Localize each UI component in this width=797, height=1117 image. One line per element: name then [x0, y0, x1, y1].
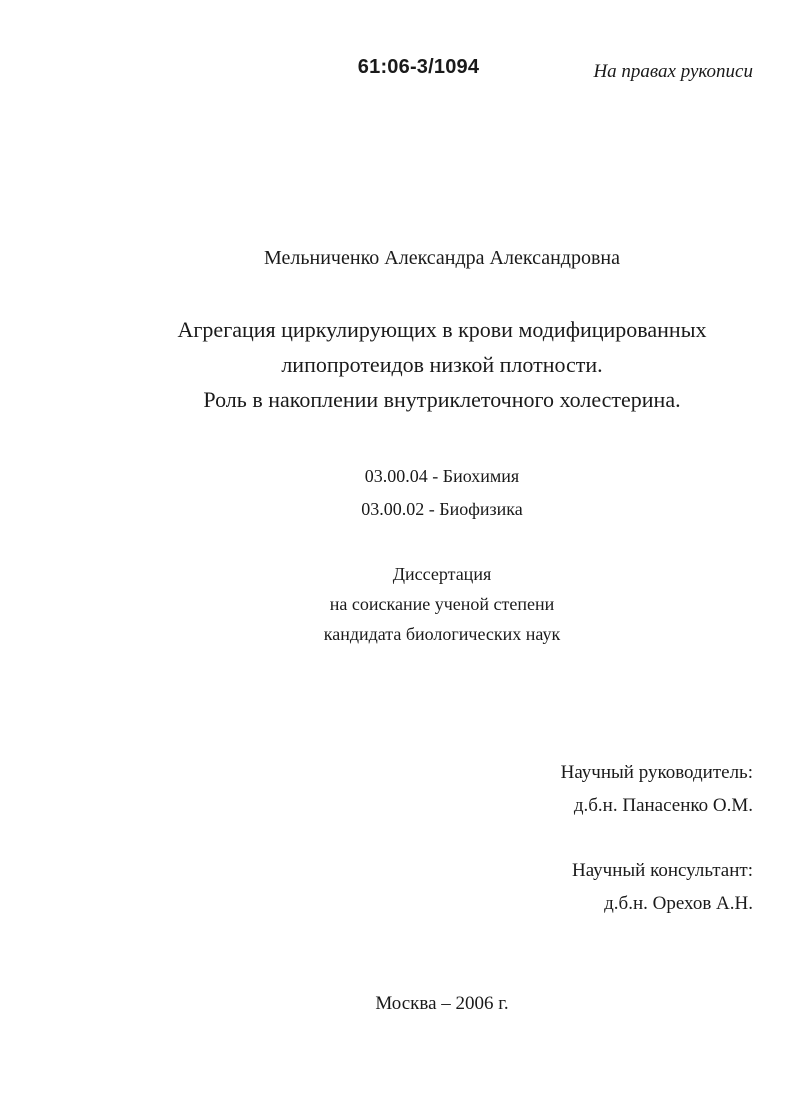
degree-line: кандидата биологических наук: [323, 624, 561, 644]
degree-line: Диссертация: [392, 564, 492, 584]
author-name: Мельниченко Александра Александровна: [264, 247, 620, 269]
consultant-block: [572, 854, 753, 920]
city-year: Москва – 2006 г.: [375, 993, 509, 1014]
degree-statement: [0, 559, 797, 649]
degree-line: на соискание ученой степени: [329, 594, 555, 614]
supervisor-label: Научный руководитель:: [560, 762, 753, 783]
title-line: Роль в накоплении внутриклеточного холестерина.: [203, 387, 681, 412]
specialty-item: 03.00.02 - Биофизика: [361, 499, 523, 519]
dissertation-title: [0, 312, 797, 417]
supervisor-name: д.б.н. Панасенко О.М.: [573, 795, 753, 816]
title-line: Агрегация циркулирующих в крови модифицированных: [177, 317, 707, 342]
specialty-codes: [0, 460, 797, 526]
title-line: липопротеидов низкой плотности.: [281, 352, 603, 377]
catalog-number: 61:06-3/1094: [357, 56, 480, 78]
consultant-label: Научный консультант:: [571, 860, 753, 881]
specialty-item: 03.00.04 - Биохимия: [364, 466, 520, 486]
rights-note: На правах рукописи: [593, 61, 753, 82]
supervisor-block: [561, 756, 753, 822]
consultant-name: д.б.н. Орехов А.Н.: [604, 893, 753, 914]
